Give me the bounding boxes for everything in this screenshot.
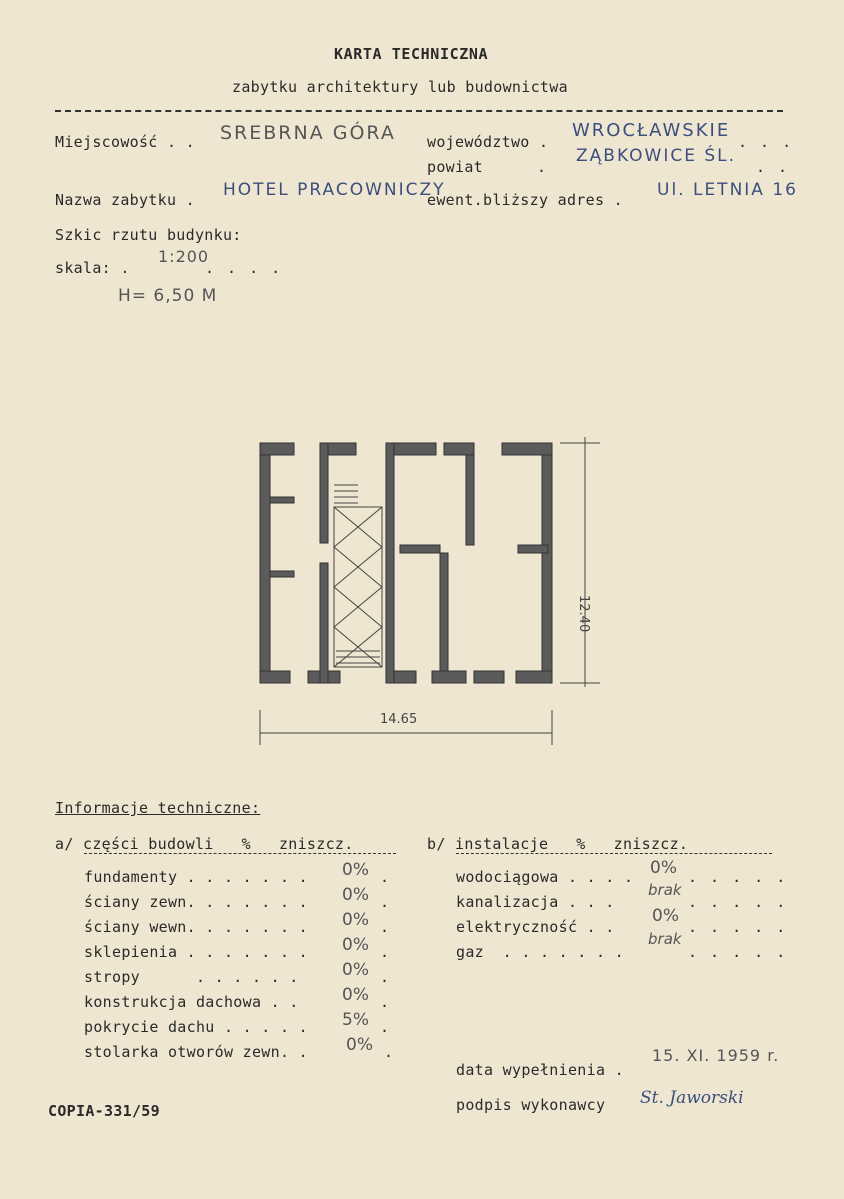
info-a-item-tail: . xyxy=(380,968,390,986)
info-b-item-label: gaz . . . . . . . xyxy=(456,943,624,961)
info-a-item-tail: . xyxy=(380,943,390,961)
plan-wall-int-7 xyxy=(440,553,448,671)
info-b-item-tail: . . . . . xyxy=(688,918,788,936)
copy-label: COPIA-331/59 xyxy=(48,1102,160,1120)
plan-wall-int-9 xyxy=(270,571,294,577)
info-a-item-label: stolarka otworów zewn. . xyxy=(84,1043,308,1061)
info-a-item-tail: . xyxy=(380,993,390,1011)
plan-wall-int-8 xyxy=(270,497,294,503)
info-b-item-tail: . . . . . xyxy=(688,893,788,911)
info-a-item-tail: . xyxy=(380,868,390,886)
plan-wall-int-3 xyxy=(386,443,394,683)
plan-wall-south-6 xyxy=(516,671,552,683)
skala-dots: . . . . xyxy=(205,259,283,277)
info-a-item-value: 0% xyxy=(342,885,369,905)
info-a-item-value: 0% xyxy=(342,860,369,880)
info-b-item-value: 0% xyxy=(652,906,679,926)
info-b-item-label: wodociągowa . . . . xyxy=(456,868,634,886)
info-b-item-tail: . . . . . xyxy=(688,943,788,961)
info-b-item-tail: . . . . . xyxy=(688,868,788,886)
skala-value: 1:200 xyxy=(158,247,210,266)
info-b-item-value: brak xyxy=(648,881,682,899)
height-note: H= 6,50 M xyxy=(118,286,218,306)
info-a-item-value: 0% xyxy=(342,960,369,980)
adres-value: Ul. LETNIA 16 xyxy=(657,180,798,200)
powiat-label: powiat xyxy=(427,158,483,176)
plan-wall-north-5 xyxy=(502,443,552,455)
info-b-item-label: elektryczność . . xyxy=(456,918,615,936)
adres-label: ewent.bliższy adres . xyxy=(427,191,623,209)
podpis-signature: St. Jaworski xyxy=(640,1088,744,1108)
info-a-underline xyxy=(84,853,396,854)
plan-wall-west xyxy=(260,443,270,683)
data-label: data wypełnienia . xyxy=(456,1061,624,1079)
plan-width-label: 14.65 xyxy=(380,712,418,727)
info-b-underline xyxy=(456,853,772,854)
plan-wall-north-1 xyxy=(260,443,294,455)
info-b-item-value: 0% xyxy=(650,858,677,878)
skala-label: skala: . xyxy=(55,259,130,277)
info-a-item-label: pokrycie dachu . . . . . xyxy=(84,1018,308,1036)
info-a-item-tail: . xyxy=(384,1043,394,1061)
info-b-item-value: brak xyxy=(648,930,682,948)
powiat-value: ZĄBKOWICE ŚL. xyxy=(576,146,737,166)
wojewodztwo-label: województwo . xyxy=(427,133,549,151)
szkic-label: Szkic rzutu budynku: xyxy=(55,226,242,244)
plan-staircase xyxy=(334,485,382,667)
miejscowosc-value: SREBRNA GÓRA xyxy=(220,122,396,144)
info-a-item-label: konstrukcja dachowa . . xyxy=(84,993,299,1011)
info-a-item-value: 0% xyxy=(342,910,369,930)
data-value: 15. XI. 1959 r. xyxy=(652,1046,780,1065)
plan-wall-south-4 xyxy=(432,671,466,683)
info-a-item-value: 5% xyxy=(342,1010,369,1030)
document-subtitle: zabytku architektury lub budownictwa xyxy=(232,78,568,96)
document-title: KARTA TECHNICZNA xyxy=(334,45,489,63)
plan-depth-label: 12.40 xyxy=(576,595,591,633)
header-divider xyxy=(55,110,783,112)
info-a-item-value: 0% xyxy=(342,935,369,955)
info-a-item-label: ściany zewn. . . . . . . xyxy=(84,893,308,911)
info-a-header: a/ części budowli % zniszcz. xyxy=(55,835,354,853)
plan-wall-int-6 xyxy=(518,545,548,553)
plan-wall-south-1 xyxy=(260,671,290,683)
powiat-dots: . . xyxy=(756,158,790,176)
wojewodztwo-dots: . . . xyxy=(738,133,794,151)
plan-wall-int-2 xyxy=(320,563,328,683)
floor-plan-sketch xyxy=(240,425,610,765)
plan-wall-north-4 xyxy=(444,443,474,455)
powiat-pre-dots: . xyxy=(537,158,547,176)
podpis-label: podpis wykonawcy xyxy=(456,1096,606,1114)
info-a-item-label: fundamenty . . . . . . . xyxy=(84,868,308,886)
info-a-item-tail: . xyxy=(380,893,390,911)
info-a-item-label: stropy . . . . . . xyxy=(84,968,299,986)
info-b-item-label: kanalizacja . . . xyxy=(456,893,615,911)
nazwa-value: HOTEL PRACOWNICZY xyxy=(223,180,446,200)
info-heading: Informacje techniczne: xyxy=(55,799,261,817)
info-a-item-label: sklepienia . . . . . . . xyxy=(84,943,308,961)
info-a-item-value: 0% xyxy=(342,985,369,1005)
miejscowosc-label: Miejscowość . . xyxy=(55,133,195,151)
plan-wall-int-4 xyxy=(466,455,474,545)
info-b-header: b/ instalacje % zniszcz. xyxy=(427,835,689,853)
info-a-item-label: ściany wewn. . . . . . . xyxy=(84,918,308,936)
plan-wall-east xyxy=(542,443,552,683)
info-a-item-tail: . xyxy=(380,918,390,936)
info-a-item-value: 0% xyxy=(346,1035,373,1055)
wojewodztwo-value: WROCŁAWSKIE xyxy=(572,120,731,141)
plan-wall-int-5 xyxy=(400,545,440,553)
info-a-item-tail: . xyxy=(380,1018,390,1036)
plan-wall-int-1 xyxy=(320,443,328,543)
nazwa-label: Nazwa zabytku . xyxy=(55,191,195,209)
plan-wall-south-5 xyxy=(474,671,504,683)
